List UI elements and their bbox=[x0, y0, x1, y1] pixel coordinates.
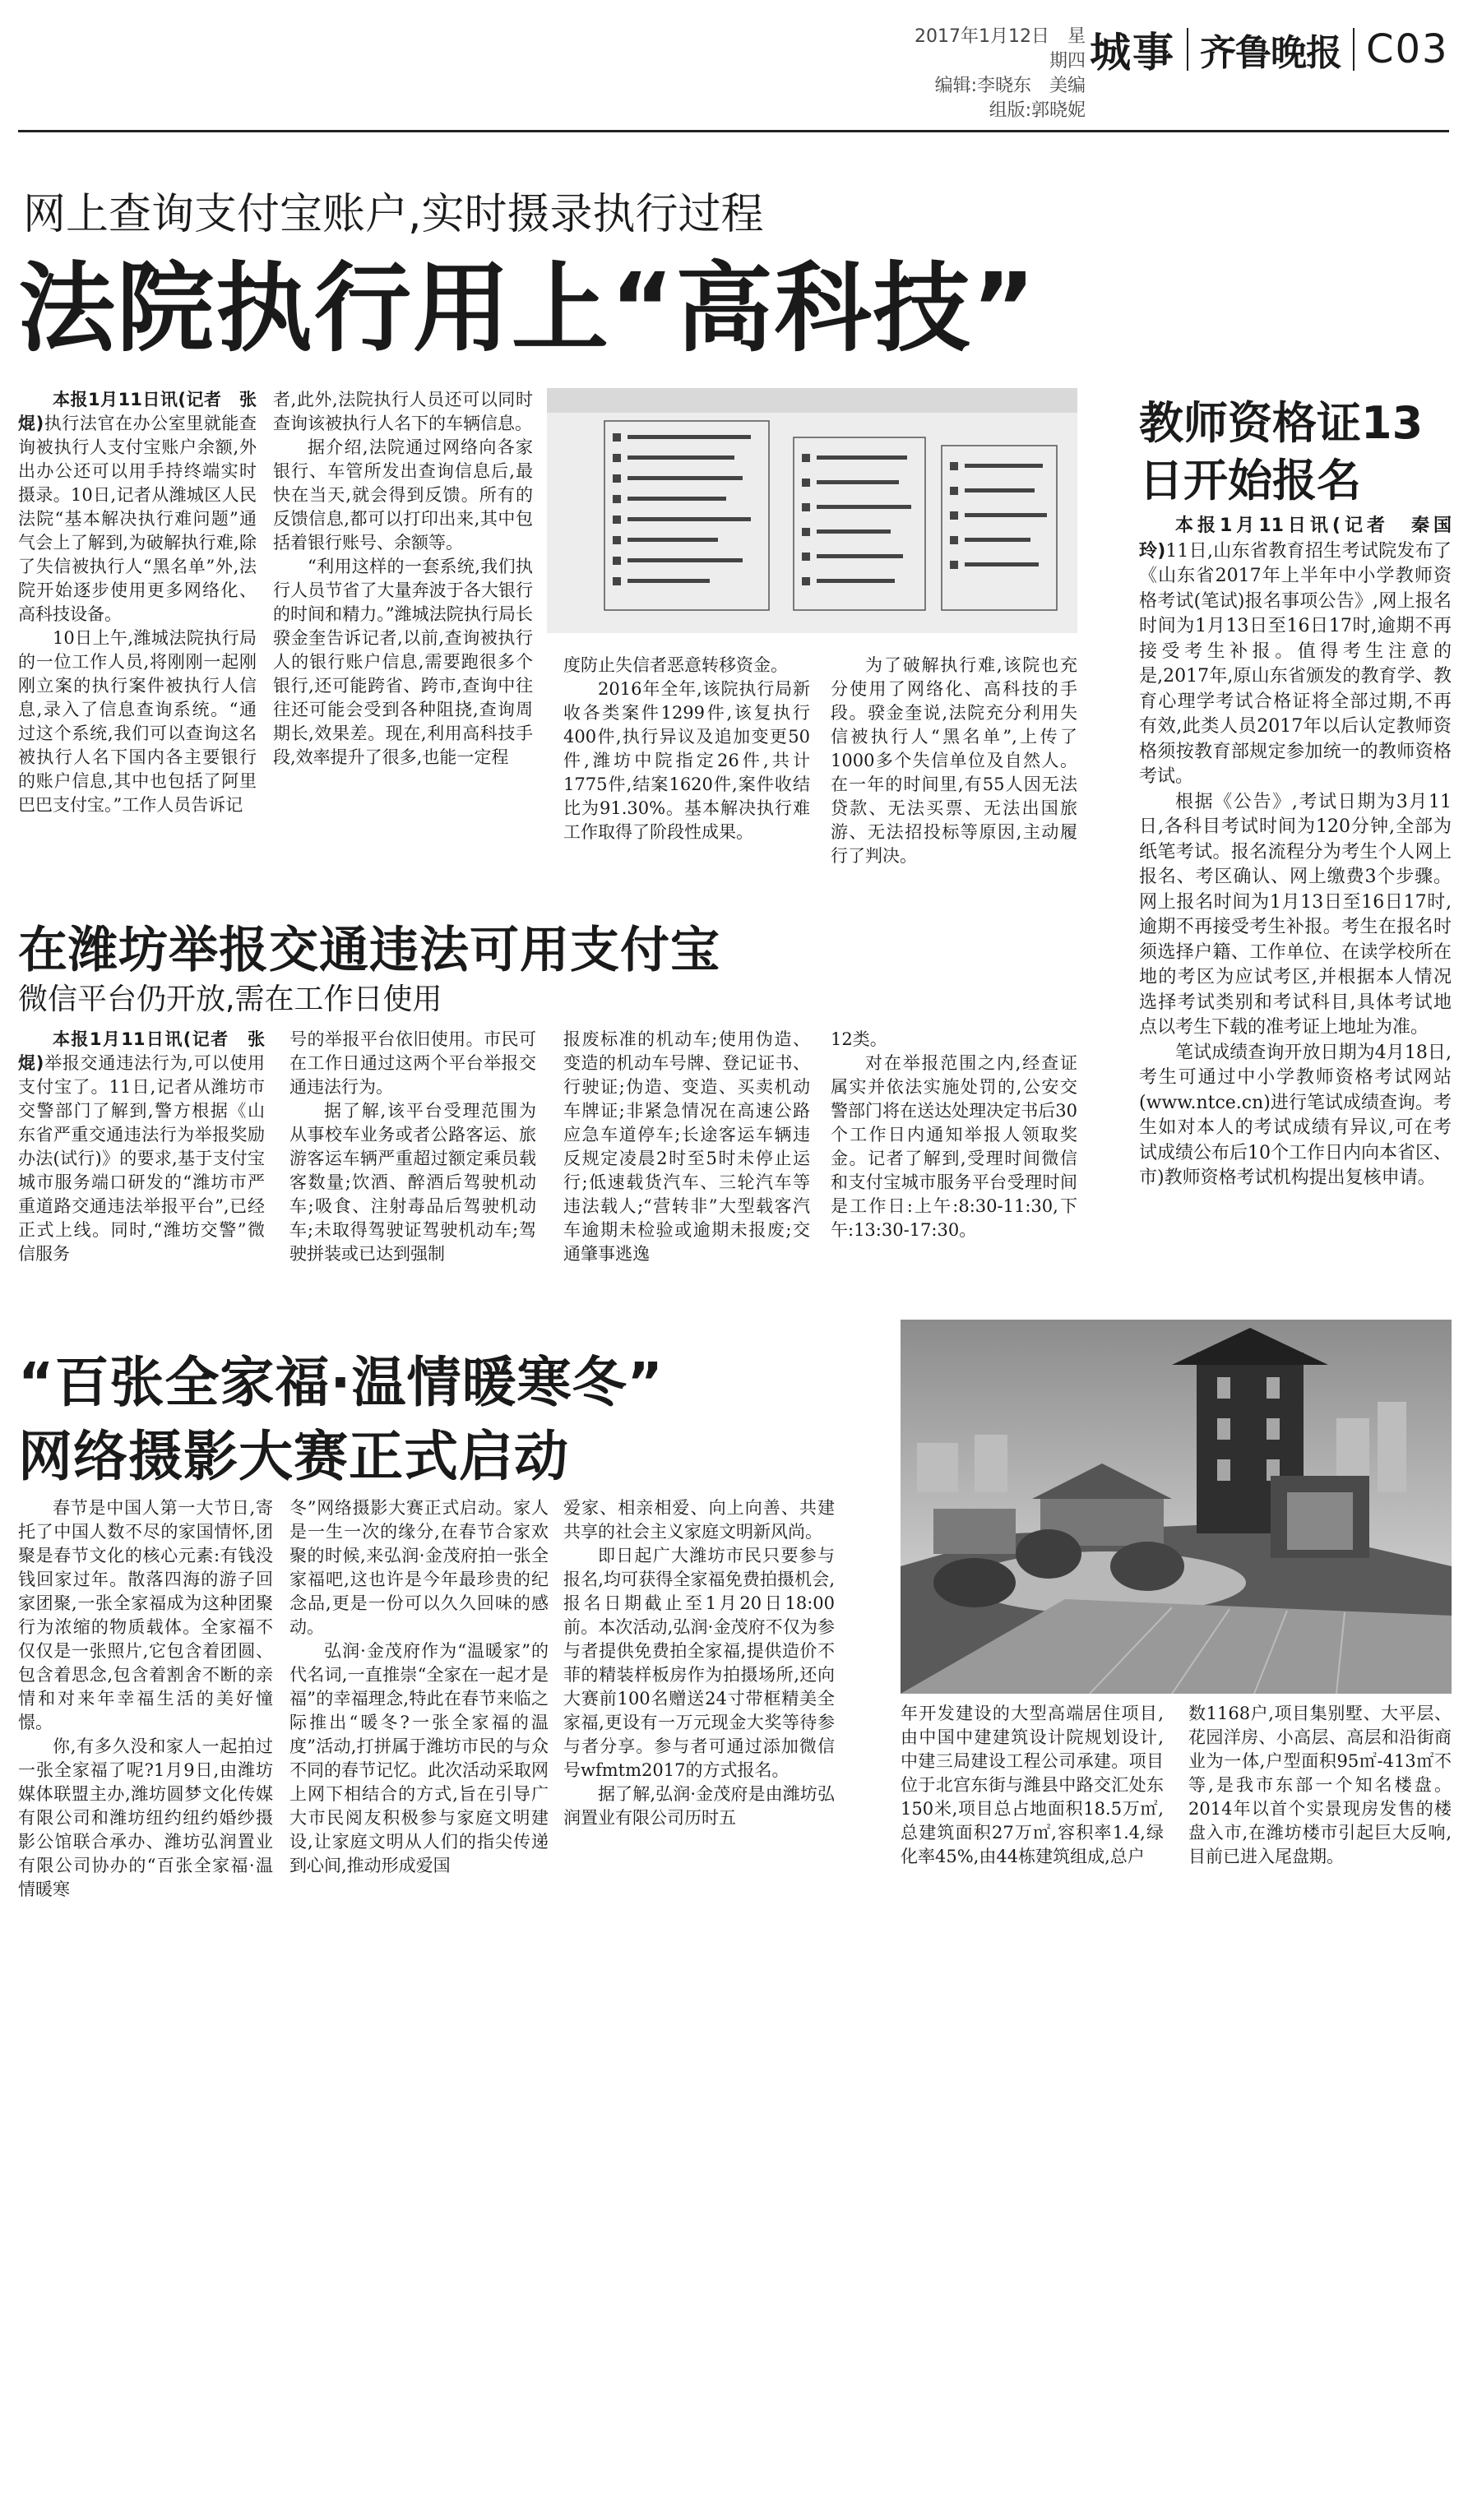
story1-column-4: 为了破解执行难,该院也充分使用了网络化、高科技的手段。骙金奎说,法院充分利用失信被执行人“黑名单”,上传了1000多个失信单位及自然人。在一年的时间里,有55人因无法贷款、无法买票、无法出国旅游、无法招投标等原因,主动履行了判决。 bbox=[831, 655, 1077, 866]
screen-illustration bbox=[547, 388, 1077, 633]
story3-column-1: 春节是中国人第一大节日,寄托了中国人数不尽的家国情怀,团聚是春节文化的核心元素:有钱没钱回家过年。散落四海的游子回家团聚,一张全家福成为这种团聚行为浓缩的物质载体。全家福不仅仅是一张照片,它包含着团圆、包含着思念,包含着割舍不断的亲情和对来年幸福生活的美好憧憬。 你,有多久没和家人一起拍过一张全家福了呢?1月9日,由潍坊媒体联盟主办,潍坊圆梦文化传媒有限公司和潍坊纽约纽约婚纱摄影公馆联合承办、潍坊弘润置业有限公司协办的“百张全家福·温情暖寒 bbox=[18, 1498, 273, 1899]
story2-column-1: 本报1月11日讯(记者 张焜)举报交通违法行为,可以使用支付宝了。11日,记者从潍坊市交警部门了解到,警方根据《山东省严重交通违法行为举报奖励办法(试行)》的要求,基于支付宝城市服务端口研发的“潍坊市严重道路交通违法举报平台”,已经正式上线。同时,“潍坊交警”微信服务 bbox=[18, 1029, 265, 1264]
story2-column-2: 号的举报平台依旧使用。市民可在工作日通过这两个平台举报交通违法行为。 据了解,该平台受理范围为从事校车业务或者公路客运、旅游客运车辆严重超过额定乘员载客数量;饮酒、醉酒后驾驶机动车;吸食、注射毒品后驾驶机动车;未取得驾驶证驾驶机动车;驾驶拼装或已达到强制 bbox=[289, 1029, 536, 1264]
side-story-body: 本报1月11日讯(记者 秦国玲)11日,山东省教育招生考试院发布了《山东省2017年上半年中小学教师资格考试(笔试)报名事项公告》,网上报名时间为1月13日至16日17时,逾期不再接受考生补报。值得考生注意的是,2017年,原山东省颁发的教育学、教育心理学考试合格证将全部过期,不再有效,此类人员2017年以后认定教师资格须按教育部规定参加统一的教师资格考试。 根据《公告》,考试日期为3月11日,各科目考试时间为120分钟,全部为纸笔考试。报名流程分为考生个人网上报名、考区确认、网上缴费3个步骤。网上报名时间为1月13日至16日17时,逾期不再接受考生补报。考生在报名时须选择户籍、工作单位、在读学校所在地的考区为应试考区,并根据本人情况选择考试类别和考试科目,具体考试地点以考生下载的准考证上地址为准。 笔试成绩查询开放日期为4月18日,考生可通过中小学教师资格考试网站(www.ntce.cn)进行笔试成绩查询。考生如对本人的考试成绩有异议,可在考试成绩公布后10个工作日内向本省区、市)教师资格考试机构提出复核申请。 bbox=[1139, 516, 1452, 1188]
side-story-headline: 教师资格证13日开始报名 bbox=[1139, 397, 1424, 506]
issue-date: 2017年1月12日 星期四 bbox=[915, 26, 1086, 72]
story3-headline-line1: “百张全家福·温情暖寒冬” bbox=[18, 1351, 664, 1414]
masthead-divider bbox=[1187, 28, 1188, 71]
masthead-divider bbox=[1353, 28, 1355, 71]
page-dateline bbox=[905, 25, 1104, 123]
story1-column-3: 度防止失信者恶意转移资金。 2016年全年,该院执行局新收各类案件1299件,该复执行400件,执行异议及追加变更50件,潍坊中院指定26件,共计1775件,结案1620件,案件收结比为91.30%。基本解决执行难工作取得了阶段性成果。 bbox=[563, 655, 810, 842]
story3-headline-line2: 网络摄影大赛正式启动 bbox=[18, 1425, 569, 1488]
story2-column-3: 报废标准的机动车;使用伪造、变造的机动车号牌、登记证书、行驶证;伪造、变造、买卖机动车牌证;非紧急情况在高速公路应急车道停车;长途客运车辆违反规定凌晨2时至5时未停止运行;低速载货汽车、三轮汽车等违法载人;“营转非”大型载客汽车逾期未检验或逾期未报废;交通肇事逃逸 bbox=[563, 1029, 810, 1264]
page-number: C03 bbox=[1366, 26, 1449, 72]
masthead bbox=[1090, 25, 1449, 74]
story3-column-5: 数1168户,项目集别墅、大平层、花园洋房、小高层、高层和沿街商业为一体,户型面积95㎡-413㎡不等,是我市东部一个知名楼盘。2014年以首个实景现房发售的楼盘入市,在潍坊楼市引起巨大反响,目前已进入尾盘期。 bbox=[1188, 1704, 1452, 1866]
story3-column-3: 爱家、相亲相爱、向上向善、共建共享的社会主义家庭文明新风尚。 即日起广大潍坊市民只要参与报名,均可获得全家福免费拍摄机会,报名日期截止至1月20日18:00前。本次活动,弘润·金茂府不仅为参与者提供免费拍全家福,提供造价不菲的精装样板房作为拍摄场所,还向大赛前100名赠送24寸带框精美全家福,更设有一万元现金大奖等待参与者分享。参与者可通过添加微信号wfmtm2017的方式报名。 据了解,弘润·金茂府是由潍坊弘润置业有限公司历时五 bbox=[563, 1498, 835, 1828]
story1-column-2: 者,此外,法院执行人员还可以同时查询该被执行人名下的车辆信息。 据介绍,法院通过网络向各家银行、车管所发出查询信息后,最快在当天,就会得到反馈。所有的反馈信息,都可以打印出来,其中包括着银行账号、余额等。 “利用这样的一套系统,我们执行人员节省了大量奔波于各大银行的时间和精力。”潍城法院执行局长骙金奎告诉记者,以前,查询被执行人的银行账户信息,需要跑很多个银行,还可能跨省、跨市,查询中往往还可能会受到各种阻挠,查询周期长,效果差。现在,利用高科技手段,效率提升了很多,也能一定程 bbox=[273, 390, 533, 767]
story3-photo-building bbox=[901, 1320, 1452, 1694]
editor-credits: 编辑:李晓东 美编 组版:郭晓妮 bbox=[934, 76, 1104, 121]
section-title: 城事 bbox=[1090, 29, 1175, 76]
story1-photo-computer-screen bbox=[547, 388, 1077, 633]
story1-headline: 法院执行用上“高科技” bbox=[18, 252, 1038, 365]
story1-byline: 本报1月11日讯(记者 张焜) bbox=[18, 390, 257, 433]
header-rule bbox=[18, 130, 1449, 132]
story1-kicker: 网上查询支付宝账户,实时摄录执行过程 bbox=[23, 190, 764, 239]
story3-column-4: 年开发建设的大型高端居住项目,由中国中建建筑设计院规划设计,中建三局建设工程公司承建。项目位于北宫东街与潍县中路交汇处东150米,项目总占地面积18.5万㎡,总建筑面积27万㎡,容积率1.4,绿化率45%,由44栋建筑组成,总户 bbox=[901, 1704, 1164, 1866]
building-illustration bbox=[901, 1320, 1452, 1694]
story2-headline: 在潍坊举报交通违法可用支付宝 bbox=[18, 922, 720, 979]
side-story-byline: 本报1月11日讯(记者 秦国玲) bbox=[1139, 516, 1452, 562]
story2-byline: 本报1月11日讯(记者 张焜) bbox=[18, 1029, 265, 1073]
story2-column-4: 12类。 对在举报范围之内,经查证属实并依法实施处罚的,公安交警部门将在送达处理决定书后30个工作日内通知举报人领取奖金。记者了解到,受理时间微信和支付宝城市服务平台受理时间是工作日:上午:8:30-11:30,下午:13:30-17:30。 bbox=[831, 1029, 1077, 1240]
story3-column-2: 冬”网络摄影大赛正式启动。家人是一生一次的缘分,在春节合家欢聚的时候,来弘润·金茂府拍一张全家福吧,这也许是今年最珍贵的纪念品,更是一份可以久久回味的感动。 弘润·金茂府作为“温暖家”的代名词,一直推崇“全家在一起才是福”的幸福理念,特此在春节来临之际推出“暖冬?一张全家福的温度”活动,打拼属于潍坊市民的与众不同的春节记忆。此次活动采取网上网下相结合的方式,旨在引导广大市民阅友积极参与家庭文明建设,让家庭文明从人们的指尖传递到心间,推动形成爱国 bbox=[289, 1498, 549, 1875]
story2-subhead: 微信平台仍开放,需在工作日使用 bbox=[18, 983, 442, 1016]
newspaper-logo: 齐鲁晚报 bbox=[1200, 32, 1341, 74]
story1-column-1: 本报1月11日讯(记者 张焜)执行法官在办公室里就能查询被执行人支付宝账户余额,外出办公还可以用手持终端实时摄录。10日,记者从潍城区人民法院“基本解决执行难问题”通气会上了解到,为破解执行难,除了失信被执行人“黑名单”外,法院开始逐步使用更多网络化、高科技设备。 10日上午,潍城法院执行局的一位工作人员,将刚刚一起刚刚立案的执行案件被执行人信息,录入了信息查询系统。“通过这个系统,我们可以查询这名被执行人名下国内各主要银行的账户信息,其中也包括了阿里巴巴支付宝。”工作人员告诉记 bbox=[18, 390, 257, 815]
